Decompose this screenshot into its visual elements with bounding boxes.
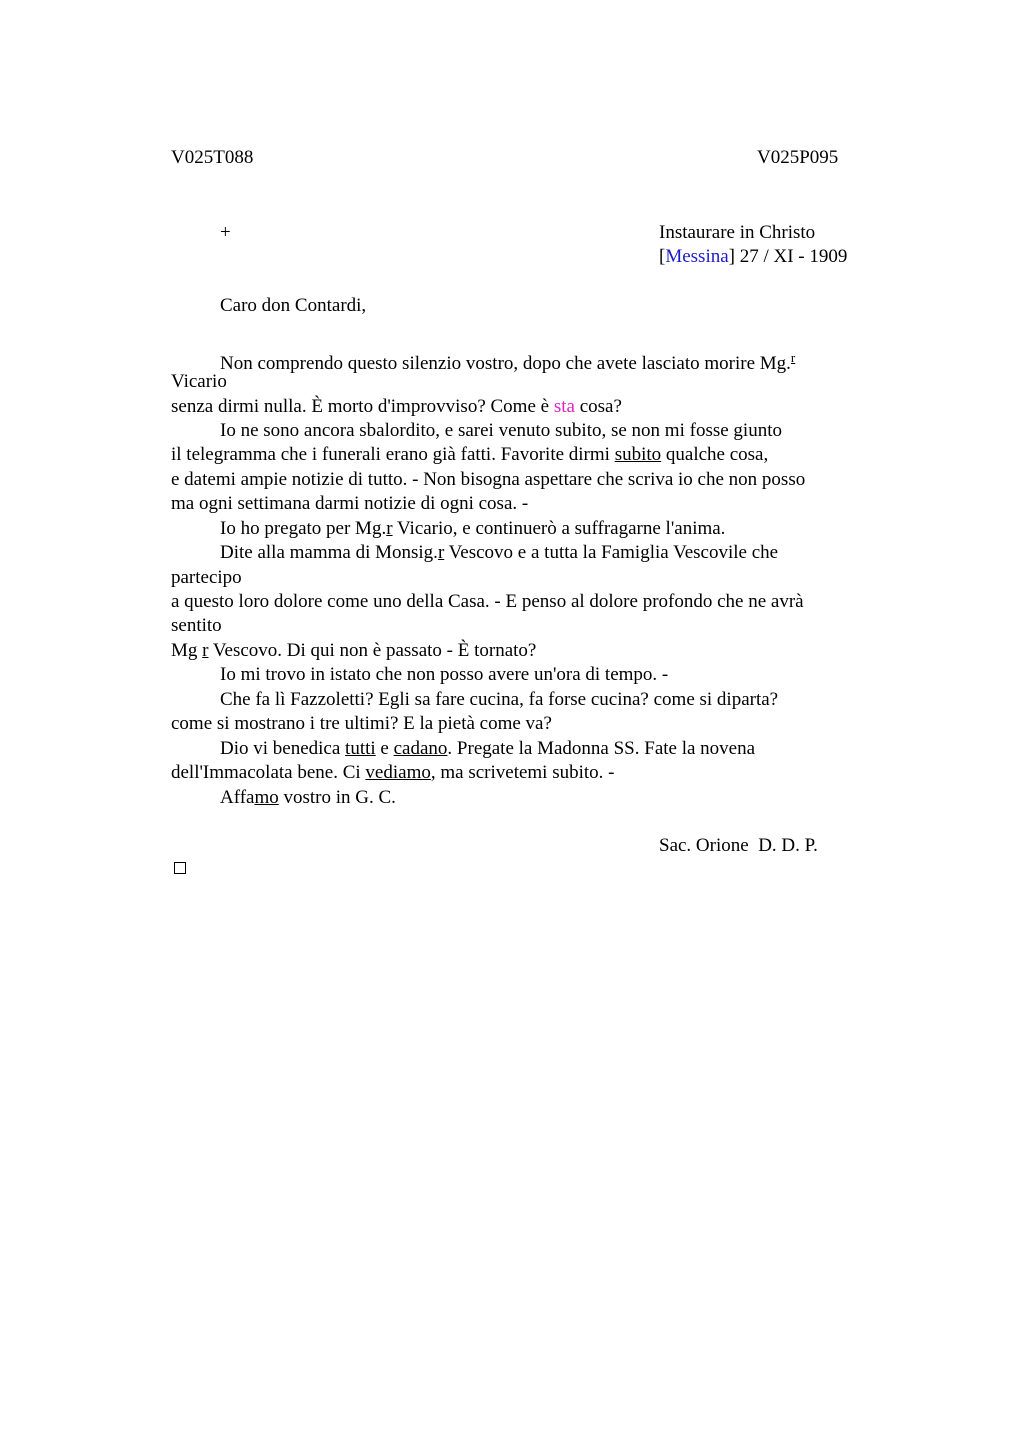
underlined-word: subito xyxy=(614,444,662,465)
highlighted-word: sta xyxy=(553,396,575,417)
end-marker-box-icon xyxy=(174,862,186,874)
body-line: Vicario xyxy=(171,371,227,392)
body-line: e datemi ampie notizie di tutto. - Non bisogna aspettare che scriva io che non posso xyxy=(171,469,806,490)
document-code-left: V025T088 xyxy=(171,147,254,168)
body-line: Che fa lì Fazzoletti? Egli sa fare cucina, fa forse cucina? come si diparta? xyxy=(220,689,779,710)
body-line: dell'Immacolata bene. Ci vediamo, ma scrivetemi subito. - xyxy=(171,762,615,783)
body-line: Io ne sono ancora sbalordito, e sarei venuto subito, se non mi fosse giunto xyxy=(220,420,782,441)
body-line: partecipo xyxy=(171,567,242,588)
bracket-close: ] xyxy=(728,246,735,267)
letter-date: 27 / XI - 1909 xyxy=(734,246,848,267)
body-line: sentito xyxy=(171,615,222,636)
body-line: ma ogni settimana darmi notizie di ogni cosa. - xyxy=(171,493,529,514)
motto: Instaurare in Christo xyxy=(659,222,816,243)
body-line: Dite alla mamma di Monsig.r Vescovo e a tutta la Famiglia Vescovile che xyxy=(220,542,779,563)
cross-symbol: + xyxy=(220,222,231,243)
body-line: come si mostrano i tre ultimi? E la pietà come va? xyxy=(171,713,552,734)
body-line: a questo loro dolore come uno della Casa. - E penso al dolore profondo che ne avrà xyxy=(171,591,804,612)
bracket-open: [ xyxy=(659,246,666,267)
closing-line: Affamo vostro in G. C. xyxy=(220,787,396,808)
body-line: Mg r Vescovo. Di qui non è passato - È tornato? xyxy=(171,640,537,661)
superscript-r: r xyxy=(790,350,796,365)
place-name: Messina xyxy=(665,246,729,267)
place-date xyxy=(659,245,847,269)
body-line: il telegramma che i funerali erano già fatti. Favorite dirmi subito qualche cosa, xyxy=(171,444,769,465)
body-line: Non comprendo questo silenzio vostro, dopo che avete lasciato morire Mg.$^r$ xyxy=(220,350,796,374)
body-line: Io mi trovo in istato che non posso avere un'ora di tempo. - xyxy=(220,664,669,685)
body-line: Io ho pregato per Mg.r Vicario, e continuerò a suffragarne l'anima. xyxy=(220,518,726,539)
body-line: Dio vi benedica tutti e cadano. Pregate la Madonna SS. Fate la novena xyxy=(220,738,756,759)
salutation: Caro don Contardi, xyxy=(220,295,367,316)
document-code-right: V025P095 xyxy=(757,147,839,168)
body-line: senza dirmi nulla. È morto d'improvviso? Come è sta cosa? xyxy=(171,396,622,417)
signature: Sac. Orione D. D. P. xyxy=(659,835,818,856)
